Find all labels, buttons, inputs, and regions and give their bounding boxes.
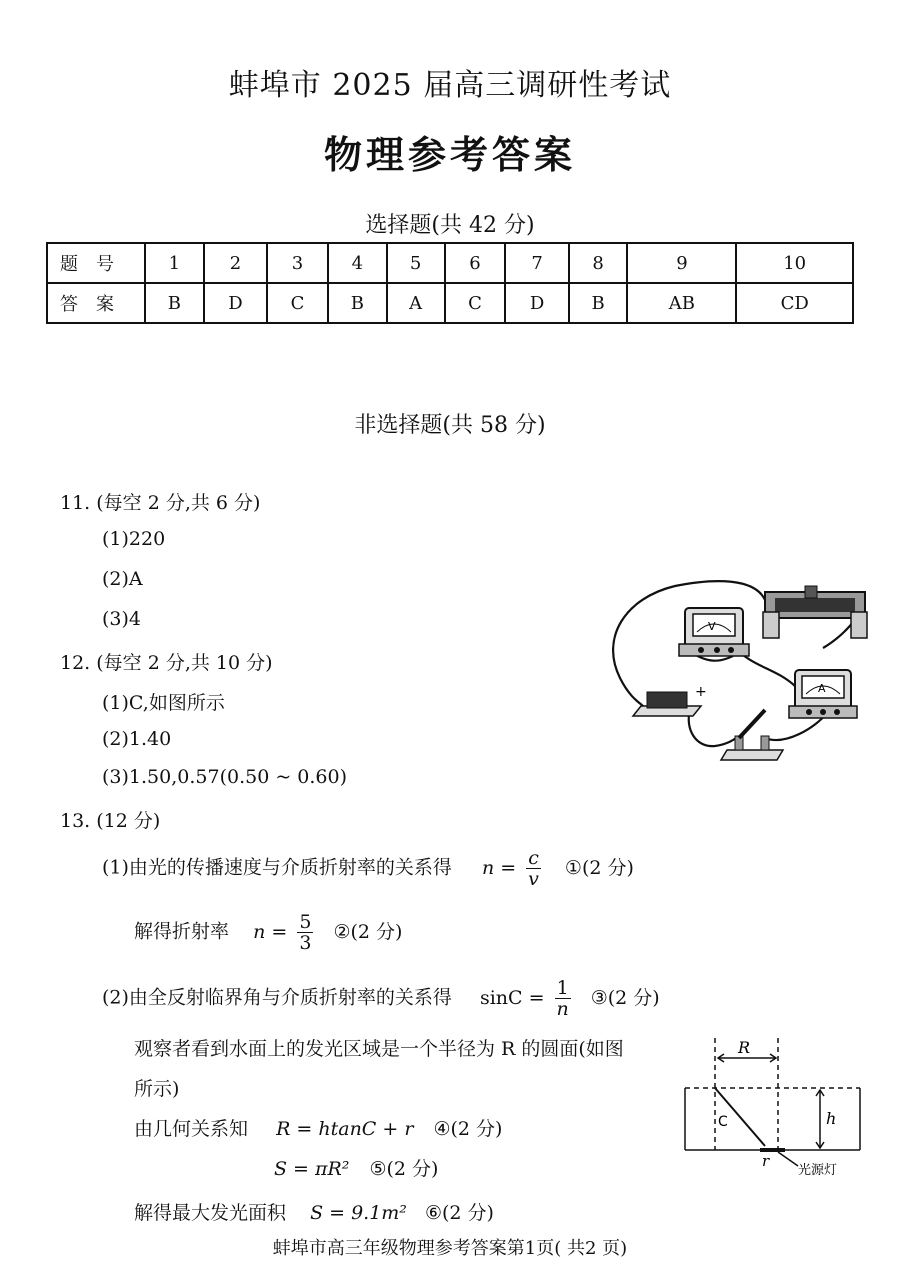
optics-diagram [680,1030,880,1180]
table-cell: D [505,283,568,323]
label-h: h [826,1109,837,1128]
ammeter-label: A [818,682,826,695]
switch-icon [721,710,783,760]
table-cell: B [328,283,387,323]
q13-step-3 [102,978,660,1019]
label-C: C [718,1114,728,1130]
table-cell: 5 [387,243,445,283]
q13-step-7-eq: S = 9.1m² [310,1202,407,1224]
q11-head: 11. (每空 2 分,共 6 分) [60,492,261,514]
row-label-answer: 答案 [47,283,145,323]
q13-step-7-tag: ⑥(2 分) [424,1202,494,1224]
fraction-denominator: 3 [299,932,312,954]
battery-icon [633,692,701,716]
table-cell: C [267,283,328,323]
table-cell: 7 [505,243,568,283]
section-title-nonchoice: 非选择题(共 58 分) [354,413,546,438]
table-cell: A [387,283,445,323]
q13-step-1-text: (1)由光的传播速度与介质折射率的关系得 [102,856,452,879]
table-cell: 9 [627,243,736,283]
table-cell: B [569,283,628,323]
table-cell: B [145,283,204,323]
q13-step-4-line2: 所示) [134,1078,180,1100]
label-light-source: 光源灯 [798,1163,838,1178]
page-footer: 蚌埠市高三年级物理参考答案第1页( 共2 页) [272,1238,628,1259]
q13-step-6-eq: S = πR² [274,1158,350,1180]
q12-head: 12. (每空 2 分,共 10 分) [60,652,273,674]
circuit-diagram [605,578,875,768]
fraction-denominator: n [556,998,569,1020]
table-cell: CD [736,283,853,323]
table-cell: C [445,283,506,323]
q13-step-4-line1: 观察者看到水面上的发光区域是一个半径为 R 的圆面(如图 [134,1038,624,1060]
label-R: R [738,1038,751,1057]
table-cell: D [204,283,267,323]
q13-step-5 [134,1114,502,1141]
q13-step-1-tag: ①(2 分) [564,856,634,879]
fraction [526,848,541,889]
voltmeter-label: V [708,620,716,633]
rheostat-icon [763,586,867,638]
table-cell: 6 [445,243,506,283]
table-cell: 10 [736,243,853,283]
table-cell: 1 [145,243,204,283]
q13-step-5-tag: ④(2 分) [433,1118,503,1140]
q13-step-1-lhs: n = [481,856,517,879]
table-cell: 2 [204,243,267,283]
table-cell: 8 [569,243,628,283]
table-row-numbers [47,243,853,283]
q13-step-5-eq: R = htanC + r [276,1118,414,1140]
q11-answer-2: (2)A [102,568,143,590]
q13-step-3-text: (2)由全反射临界角与介质折射率的关系得 [102,986,452,1009]
q13-head: 13. (12 分) [60,810,161,832]
section-title-choice: 选择题(共 42 分) [365,213,535,238]
fraction-numerator: c [528,847,539,869]
q13-step-7 [134,1198,494,1225]
fraction [555,978,571,1019]
q13-step-2-lhs: n = [253,920,288,943]
fraction-denominator: v [528,868,539,890]
label-r: r [762,1152,770,1170]
q13-step-2-text: 解得折射率 [134,920,230,943]
q12-answer-1: (1)C,如图所示 [102,692,225,714]
q13-step-6-tag: ⑤(2 分) [369,1158,439,1180]
q11-answer-3: (3)4 [102,608,142,630]
q13-step-5-text: 由几何关系知 [134,1118,249,1140]
q13-step-7-text: 解得最大发光面积 [134,1202,287,1224]
q11-answer-1: (1)220 [102,528,166,550]
document-title: 物理参考答案 [323,132,576,177]
table-cell: AB [627,283,736,323]
table-cell: 3 [267,243,328,283]
q13-step-3-tag: ③(2 分) [590,986,660,1009]
q12-answer-3: (3)1.50,0.57(0.50 ~ 0.60) [102,766,347,788]
q13-step-2-tag: ②(2 分) [333,920,403,943]
q13-step-2 [134,912,402,953]
table-row-answers [47,283,853,323]
answer-table [46,242,854,324]
q12-answer-2: (2)1.40 [102,728,172,750]
exam-title: 蚌埠市 2025 届高三调研性考试 [228,68,672,103]
q13-step-1 [102,848,634,889]
fraction [297,912,313,953]
fraction-numerator: 5 [299,911,312,933]
fraction-numerator: 1 [556,977,569,999]
row-label-number: 题号 [47,243,145,283]
q13-step-3-lhs: sinC = [479,986,545,1009]
table-cell: 4 [328,243,387,283]
q13-step-6 [274,1154,438,1181]
battery-plus-label: + [695,684,707,700]
